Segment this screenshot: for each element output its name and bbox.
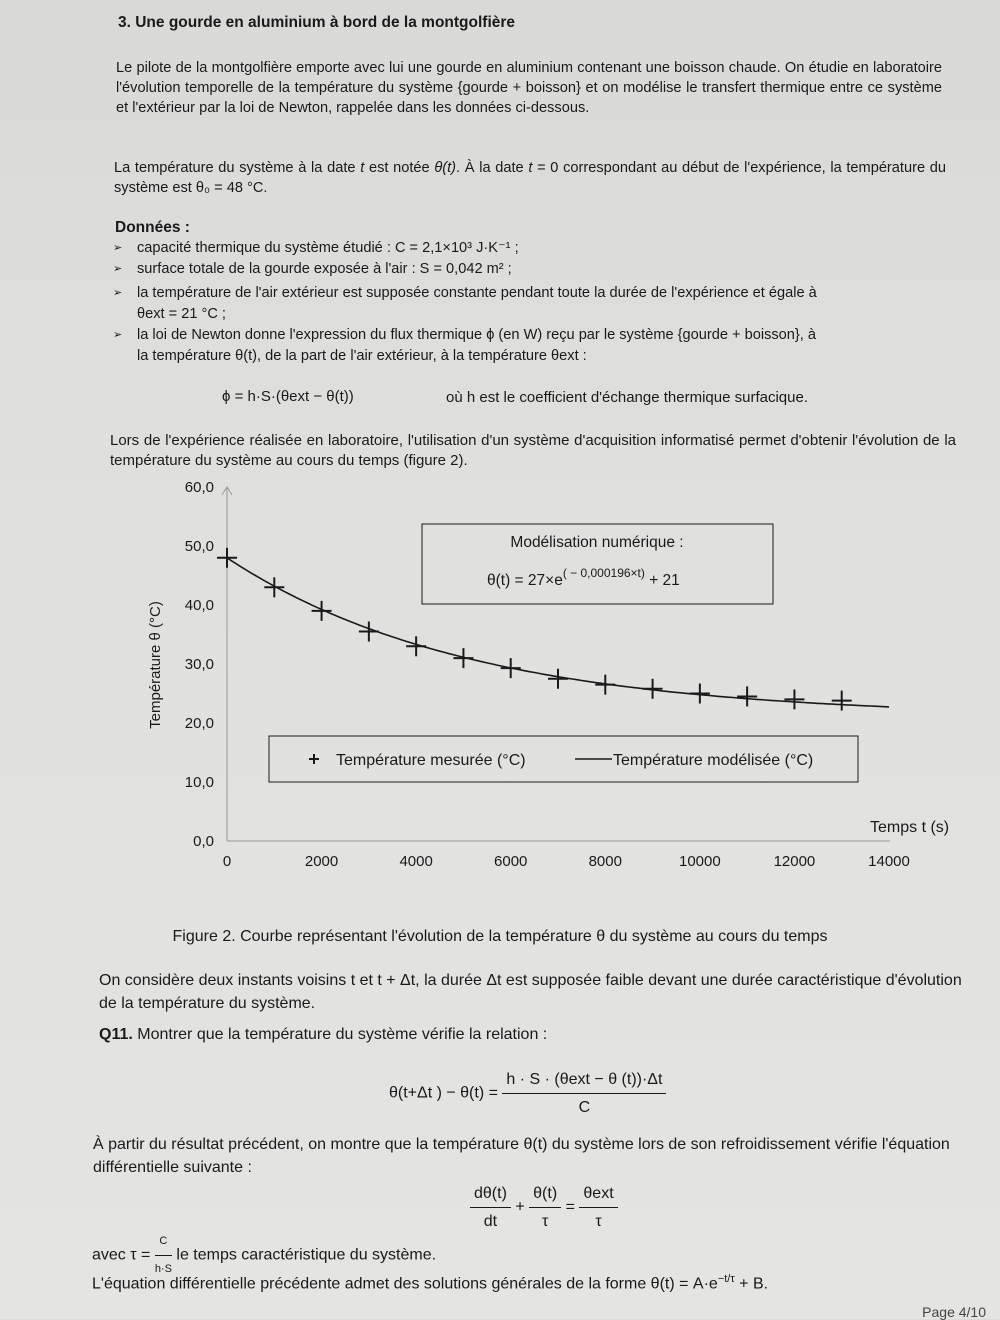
- x-tick-label: 4000: [399, 853, 433, 870]
- donnee-surface: ➢ surface totale de la gourde exposée à l'air : S = 0,042 m² ;: [137, 259, 947, 280]
- lower-paragraph-2: À partir du résultat précédent, on montre que la température θ(t) du système lors de son refroidissement vérifie l'équation différentielle suivante :: [93, 1136, 950, 1176]
- newton-formula: ϕ = h·S·(θext − θ(t)): [222, 388, 354, 405]
- figure-caption: Figure 2. Courbe représentant l'évolution de la température θ du système au cours du temps: [172, 928, 828, 945]
- y-tick-label: 40,0: [184, 597, 214, 614]
- measured-point: [359, 622, 379, 642]
- measured-point: [643, 679, 663, 699]
- measured-point: [784, 689, 804, 709]
- newton-formula-note: où h est le coefficient d'échange thermique surfacique.: [446, 389, 808, 406]
- measured-point: [217, 548, 237, 568]
- x-axis-label: Temps t (s): [870, 819, 950, 836]
- intro-paragraph-1: Le pilote de la montgolfière emporte avec lui une gourde en aluminium contenant une boisson chaude. On étudie en laboratoire l'évolution temporelle de la température du système {gourde + boisson} et on modélise le transfert thermique entre ce système et l'extérieur par la loi de Newton, rappelée dans les données ci-dessous.: [116, 60, 942, 116]
- measured-point: [406, 636, 426, 656]
- measured-point: [832, 691, 852, 711]
- x-tick-label: 0: [222, 853, 232, 870]
- measured-point: [548, 669, 568, 689]
- x-tick-label: 10000: [678, 853, 721, 870]
- y-tick-label: 10,0: [184, 774, 214, 791]
- measured-point: [690, 684, 710, 704]
- donnee-capacite: ➢ capacité thermique du système étudié : C = 2,1×10³ J·K⁻¹ ;: [137, 238, 947, 259]
- y-tick-label: 20,0: [184, 715, 214, 732]
- legend-marker-icon: [309, 754, 319, 764]
- y-tick-label: 0,0: [193, 833, 214, 850]
- question-11: Q11. Montrer que la température du système vérifie la relation :: [99, 1026, 548, 1043]
- bullet-arrow-icon: ➢: [113, 287, 123, 299]
- intro-paragraph-2: La température du système à la date t est notée θ(t). À la date t = 0 correspondant au début de l'expérience, la température du système est θ₀ = 48 °C.: [114, 160, 946, 196]
- differential-equation: $\frac{d\theta(t)}{dt}$ + $\frac{\theta(t)}{\tau}$ = $\frac{\text{θext}}{\tau}$: [470, 1182, 618, 1233]
- lower-paragraph-1: On considère deux instants voisins t et t + Δt, la durée Δt est supposée faible devant une durée caractéristique d'évolution de la température du système.: [99, 972, 962, 1012]
- temperature-chart: [0, 475, 1000, 895]
- measured-point: [501, 658, 521, 678]
- section-title: 3. Une gourde en aluminium à bord de la montgolfière: [118, 14, 516, 31]
- annotation-formula: $\theta(t) = 27\times e^{( - 0,000196\times t)} + 21$: [487, 566, 680, 589]
- measured-point: [264, 577, 284, 597]
- measured-point: [595, 675, 615, 695]
- y-axis-label: Température θ (°C): [147, 601, 164, 729]
- measured-point: [453, 648, 473, 668]
- x-tick-label: 14000: [868, 853, 910, 870]
- x-tick-label: 2000: [304, 853, 339, 870]
- y-tick-label: 50,0: [184, 538, 214, 555]
- experiment-paragraph: Lors de l'expérience réalisée en laboratoire, l'utilisation d'un système d'acquisition informatisé permet d'obtenir l'évolution de la température du système au cours du temps (figure 2).: [110, 432, 956, 469]
- lower-paragraph-3: L'équation différentielle précédente admet des solutions générales de la forme $\theta(t) = A\cdot e^{-t/\tau} + B$.: [92, 1273, 769, 1293]
- page-number: Page 4/10: [922, 1304, 986, 1320]
- y-tick-label: 60,0: [184, 479, 214, 496]
- measured-point: [312, 601, 332, 621]
- donnees-title: Données :: [115, 219, 190, 236]
- tau-definition: avec τ = $\frac{C}{h\cdot S}$ le temps caractéristique du système.: [92, 1230, 436, 1281]
- bullet-arrow-icon: ➢: [113, 242, 123, 254]
- x-tick-label: 8000: [588, 853, 622, 870]
- measured-point: [737, 686, 757, 706]
- equation-q11: θ(t+Δt ) − θ(t) = $\frac{\text{h · S · (θext − θ (t))·Δt}}{C}$: [389, 1068, 666, 1119]
- donnee-loi-newton: ➢ la loi de Newton donne l'expression du flux thermique ϕ (en W) reçu par le système {gourde + boisson}, à la température θ(t), de la part de l'air extérieur, à la température θext :: [113, 327, 816, 364]
- x-tick-label: 12000: [773, 853, 816, 870]
- bullet-arrow-icon: ➢: [113, 263, 123, 275]
- y-tick-label: 30,0: [184, 656, 214, 673]
- legend-measured-label: Température mesurée (°C): [336, 752, 526, 769]
- donnee-temperature-ext: ➢ la température de l'air extérieur est supposée constante pendant toute la durée de l'expérience et égale à θext = 21 °C ;: [113, 285, 817, 322]
- x-tick-label: 6000: [494, 853, 528, 870]
- bullet-arrow-icon: ➢: [113, 329, 123, 341]
- legend-model-label: Température modélisée (°C): [613, 752, 814, 769]
- annotation-title: Modélisation numérique :: [510, 534, 684, 551]
